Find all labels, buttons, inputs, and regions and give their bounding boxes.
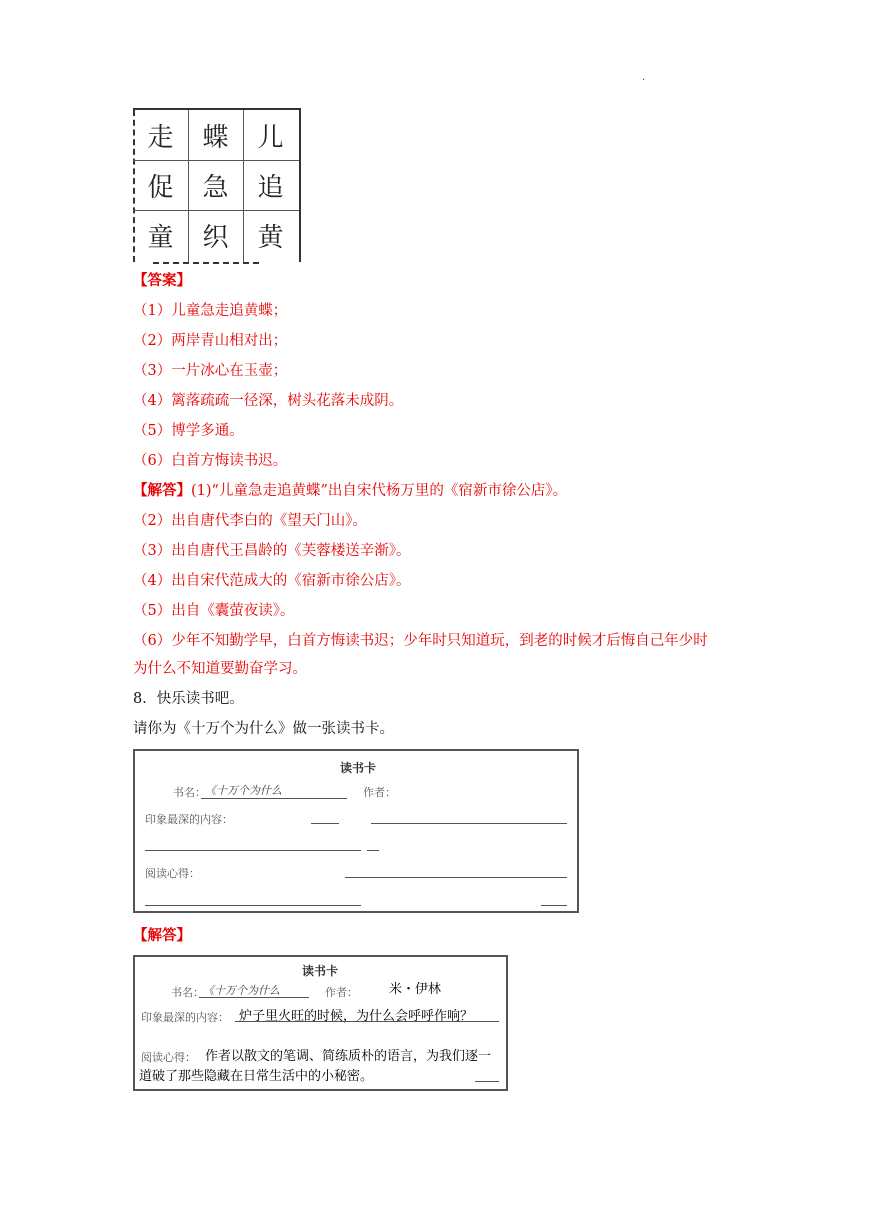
insight-underline bbox=[475, 1081, 499, 1082]
book-value: 《十万个为什么 bbox=[205, 784, 282, 797]
impression-underline bbox=[311, 823, 339, 824]
explanation-line: （2）出自唐代李白的《望天门山》。 bbox=[133, 513, 367, 529]
explanation-line: 为什么不知道要勤奋学习。 bbox=[133, 661, 307, 677]
insight-label: 阅读心得： bbox=[141, 1051, 196, 1064]
impression-label: 印象最深的内容： bbox=[141, 1011, 229, 1024]
grid-cell: 黄 bbox=[257, 222, 284, 253]
character-grid bbox=[133, 108, 301, 262]
explanation-line: （5）出自《囊萤夜读》。 bbox=[133, 603, 295, 619]
explanation-first-line bbox=[133, 481, 567, 501]
insight-underline bbox=[541, 905, 567, 906]
grid-cell: 蝶 bbox=[202, 122, 229, 153]
book-label: 书名： bbox=[171, 986, 204, 999]
question-title: 8．快乐读书吧。 bbox=[133, 691, 244, 707]
grid-cell: 追 bbox=[257, 172, 284, 203]
grid-cell: 急 bbox=[202, 172, 229, 203]
reading-card-blank bbox=[133, 749, 579, 913]
author-label: 作者： bbox=[363, 786, 396, 799]
impression-value: 炉子里火旺的时候，为什么会呼呼作响？ bbox=[239, 1009, 474, 1024]
author-value: 米・伊林 bbox=[389, 982, 442, 997]
answer-heading: 【答案】 bbox=[133, 272, 191, 289]
answer-line: （1）儿童急走追黄蝶； bbox=[133, 303, 288, 319]
impression-underline bbox=[367, 850, 379, 851]
explanation-line: （3）出自唐代王昌龄的《芙蓉楼送辛渐》。 bbox=[133, 543, 411, 559]
header-mark: . bbox=[642, 72, 646, 83]
answer-line: （2）两岸青山相对出； bbox=[133, 333, 288, 349]
impression-underline bbox=[371, 823, 567, 824]
card-title: 读书卡 bbox=[302, 964, 339, 978]
answer-line: （5）博学多通。 bbox=[133, 423, 244, 439]
explanation-line: （6）少年不知勤学早，白首方悔读书迟；少年时只知道玩，到老的时候才后悔自己年少时 bbox=[133, 633, 708, 649]
reading-card-filled bbox=[133, 955, 508, 1091]
question-prompt: 请你为《十万个为什么》做一张读书卡。 bbox=[133, 721, 394, 737]
book-label: 书名： bbox=[173, 786, 206, 799]
insight-underline bbox=[345, 877, 567, 878]
impression-underline bbox=[235, 1021, 499, 1022]
grid-cell: 走 bbox=[147, 122, 174, 153]
insight-line-1: 作者以散文的笔调、简练质朴的语言，为我们逐一 bbox=[205, 1049, 492, 1064]
book-underline bbox=[199, 997, 309, 998]
answer2-heading: 【解答】 bbox=[133, 927, 191, 944]
impression-label: 印象最深的内容： bbox=[145, 813, 233, 826]
answer-line: （3）一片冰心在玉壶； bbox=[133, 363, 288, 379]
grid-cell: 儿 bbox=[257, 122, 284, 153]
author-label: 作者： bbox=[325, 986, 358, 999]
impression-underline bbox=[145, 850, 361, 851]
answer-line: （6）白首方悔读书迟。 bbox=[133, 453, 288, 469]
insight-line-2: 道破了那些隐藏在日常生活中的小秘密。 bbox=[139, 1069, 374, 1084]
book-value: 《十万个为什么 bbox=[203, 984, 280, 997]
explanation-text: (1)“儿童急走追黄蝶”出自宋代杨万里的《宿新市徐公店》。 bbox=[191, 483, 568, 499]
grid-cell: 织 bbox=[202, 222, 229, 253]
insight-underline bbox=[145, 905, 361, 906]
grid-bottom-border bbox=[153, 262, 259, 264]
grid-cell: 童 bbox=[147, 222, 174, 253]
explanation-heading: 【解答】 bbox=[133, 482, 191, 499]
card-title: 读书卡 bbox=[340, 761, 377, 775]
answer-line: （4）篱落疏疏一径深，树头花落未成阴。 bbox=[133, 393, 404, 409]
book-underline bbox=[201, 798, 347, 799]
grid-cell: 促 bbox=[147, 172, 174, 203]
explanation-line: （4）出自宋代范成大的《宿新市徐公店》。 bbox=[133, 573, 411, 589]
insight-label: 阅读心得： bbox=[145, 867, 200, 880]
